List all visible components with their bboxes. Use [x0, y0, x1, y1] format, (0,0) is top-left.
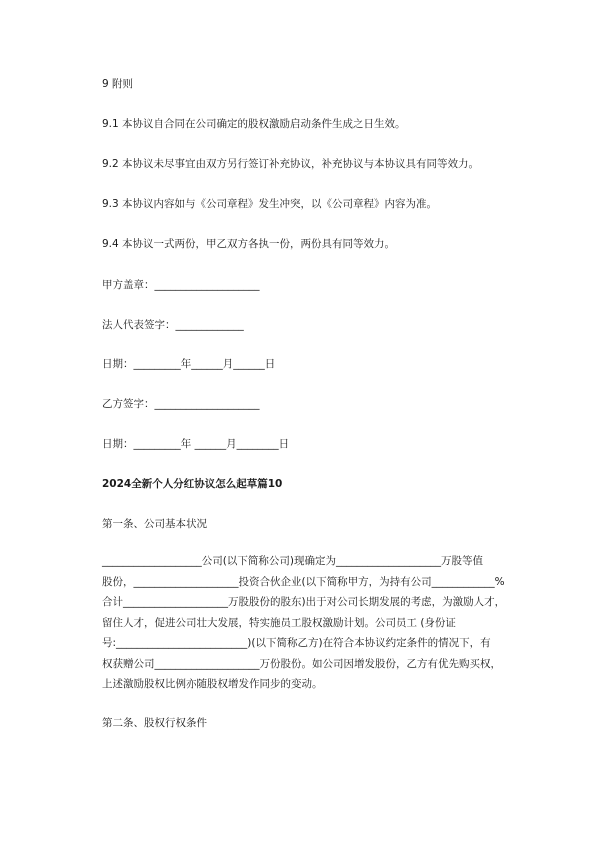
article-1-title: 第一条、公司基本状况: [102, 518, 207, 530]
clause-9-1: 9.1 本协议自合同在公司确定的股权激励启动条件生成之日生效。: [102, 118, 406, 130]
article-2-title: 第二条、股权行权条件: [102, 717, 207, 729]
date-line-a: 日期：_________年______月______日: [102, 358, 276, 370]
article-heading: 2024全新个人分红协议怎么起草篇10: [102, 478, 283, 490]
party-b-signature-line: 乙方签字：____________________: [102, 398, 260, 410]
article-1-body: [102, 551, 522, 695]
article-1-line: 权获赠公司____________________万份股份。如公司因增发股份，乙方有优先购买权，: [102, 657, 501, 670]
article-1-line: ___________________公司(以下简称公司)现确定为____________________万股等值: [102, 555, 483, 567]
date-line-b: 日期：_________年 ______月________日: [102, 438, 290, 450]
legal-rep-signature-line: 法人代表签字：_____________: [102, 319, 244, 331]
clause-9-2: 9.2 本协议未尽事宜由双方另行签订补充协议，补充协议与本协议具有同等效力。: [102, 158, 480, 170]
clause-9-4: 9.4 本协议一式两份，甲乙双方各执一份，两份具有同等效力。: [102, 238, 396, 250]
article-1-line: 股份，____________________投资合伙企业(以下简称甲方，为持有公司____________%: [102, 575, 505, 588]
article-1-line: 号:_________________________)(以下简称乙方)在符合本协议约定条件的情况下，有: [102, 637, 491, 649]
article-1-line: 留住人才，促进公司壮大发展，特实施员工股权激励计划。公司员工 (身份证: [102, 616, 456, 629]
article-1-line: 上述激励股权比例亦随股权增发作同步的变动。: [102, 678, 323, 690]
party-a-seal-line: 甲方盖章：____________________: [102, 279, 260, 291]
clause-9-3: 9.3 本协议内容如与《公司章程》发生冲突，以《公司章程》内容为准。: [102, 198, 438, 210]
article-1-line: 合计____________________万股股份的股东)出于对公司长期发展的考虑，为激励人才，: [102, 596, 506, 608]
section-title: 9 附则: [102, 78, 134, 90]
